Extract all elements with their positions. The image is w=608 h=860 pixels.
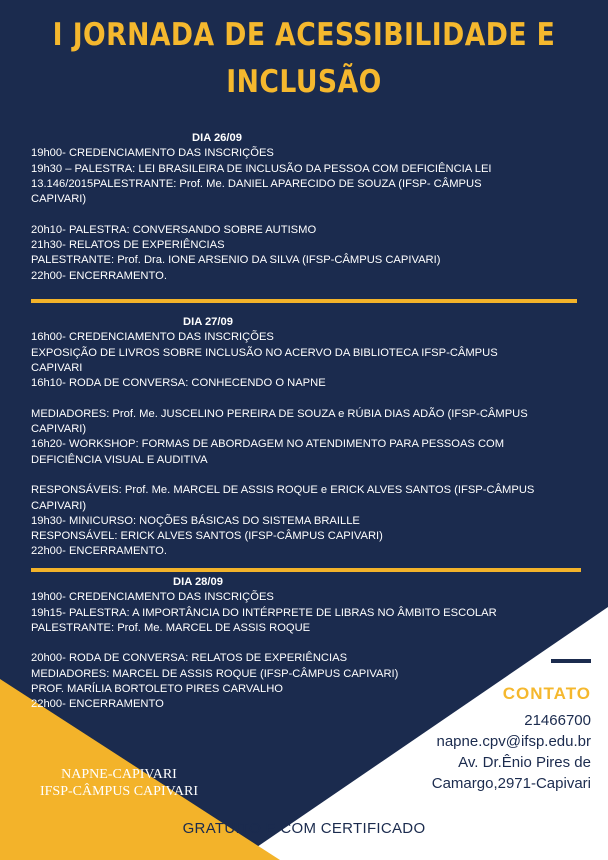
contact-block [400,683,591,794]
footer-note: GRATUITO E COM CERTIFICADO [182,820,426,837]
day3-line: 19h00- CREDENCIAMENTO DAS INSCRIÇÕES [31,591,274,604]
gold-divider-2 [31,568,581,572]
contact-email: napne.cpv@ifsp.edu.br [436,733,591,750]
contact-accent-bar [551,659,591,663]
day1-line: CAPIVARI) [31,193,87,206]
organizer-line-1: NAPNE-CAPIVARI [61,767,177,782]
day2-line: MEDIADORES: Prof. Me. JUSCELINO PEREIRA DE SOUZA e RÚBIA DIAS ADÃO (IFSP-CÂMPUS [31,407,528,420]
spacer [31,391,591,406]
day3-line: PALESTRANTE: Prof. Me. MARCEL DE ASSIS ROQUE [31,621,311,634]
title-line-2: INCLUSÃO [226,64,382,100]
day2-heading: DIA 27/09 [183,316,233,328]
day3-line: PROF. MARÍLIA BORTOLETO PIRES CARVALHO [31,683,283,696]
day2-line: 16h10- RODA DE CONVERSA: CONHECENDO O NAPNE [31,377,326,390]
day1-heading: DIA 26/09 [192,132,242,144]
spacer [31,207,591,222]
day2-line: DEFICIÊNCIA VISUAL E AUDITIVA [31,453,208,466]
day2-line: RESPONSÁVEIS: Prof. Me. MARCEL DE ASSIS ROQUE e ERICK ALVES SANTOS (IFSP-CÂMPUS [31,484,535,497]
day3-line: 22h00- ENCERRAMENTO [31,698,164,711]
day3-line: 20h00- RODA DE CONVERSA: RELATOS DE EXPERIÊNCIAS [31,652,348,665]
day2-section [31,315,591,560]
gold-divider-1 [31,299,577,303]
day2-line: EXPOSIÇÃO DE LIVROS SOBRE INCLUSÃO NO ACERVO DA BIBLIOTECA IFSP-CÂMPUS [31,346,498,359]
day1-line: 19h00- CREDENCIAMENTO DAS INSCRIÇÕES [31,147,274,160]
contact-heading: CONTATO [502,684,591,703]
title-line-1: I JORNADA DE ACESSIBILIDADE E [52,17,556,53]
organizer-block [0,766,238,800]
spacer [31,468,591,483]
day1-section [31,131,591,284]
day2-line: 16h20- WORKSHOP: FORMAS DE ABORDAGEM NO ATENDIMENTO PARA PESSOAS COM [31,438,505,451]
organizer-line-2: IFSP-CÂMPUS CAPIVARI [39,784,199,799]
day2-line: CAPIVARI) [31,423,87,436]
day1-line: 22h00- ENCERRAMENTO. [31,269,167,282]
day1-line: 13.146/2015PALESTRANTE: Prof. Me. DANIEL APARECIDO DE SOUZA (IFSP- CÂMPUS [31,177,482,190]
contact-address-line-2: Camargo,2971-Capivari [431,775,591,792]
day2-line: CAPIVARI [31,361,83,374]
day2-line: CAPIVARI) [31,499,87,512]
day3-line: 19h15- PALESTRA: A IMPORTÂNCIA DO INTÉRPRETE DE LIBRAS NO ÂMBITO ESCOLAR [31,606,497,619]
day2-line: 19h30- MINICURSO: NOÇÕES BÁSICAS DO SISTEMA BRAILLE [31,514,360,527]
spacer [31,636,591,651]
day3-line: MEDIADORES: MARCEL DE ASSIS ROQUE (IFSP-CÂMPUS CAPIVARI) [31,667,399,680]
day1-line: 20h10- PALESTRA: CONVERSANDO SOBRE AUTISMO [31,223,317,236]
contact-phone: 21466700 [524,712,591,729]
day3-heading: DIA 28/09 [173,576,223,588]
contact-address-line-1: Av. Dr.Ênio Pires de [458,754,591,771]
day1-line: 21h30- RELATOS DE EXPERIÊNCIAS [31,239,225,252]
day1-line: PALESTRANTE: Prof. Dra. IONE ARSENIO DA SILVA (IFSP-CÂMPUS CAPIVARI) [31,254,441,267]
day1-line: 19h30 – PALESTRA: LEI BRASILEIRA DE INCLUSÃO DA PESSOA COM DEFICIÊNCIA LEI [31,162,492,175]
day2-line: 22h00- ENCERRAMENTO. [31,545,167,558]
day2-line: 16h00- CREDENCIAMENTO DAS INSCRIÇÕES [31,331,274,344]
event-title [43,12,566,106]
day2-line: RESPONSÁVEL: ERICK ALVES SANTOS (IFSP-CÂMPUS CAPIVARI) [31,530,383,543]
